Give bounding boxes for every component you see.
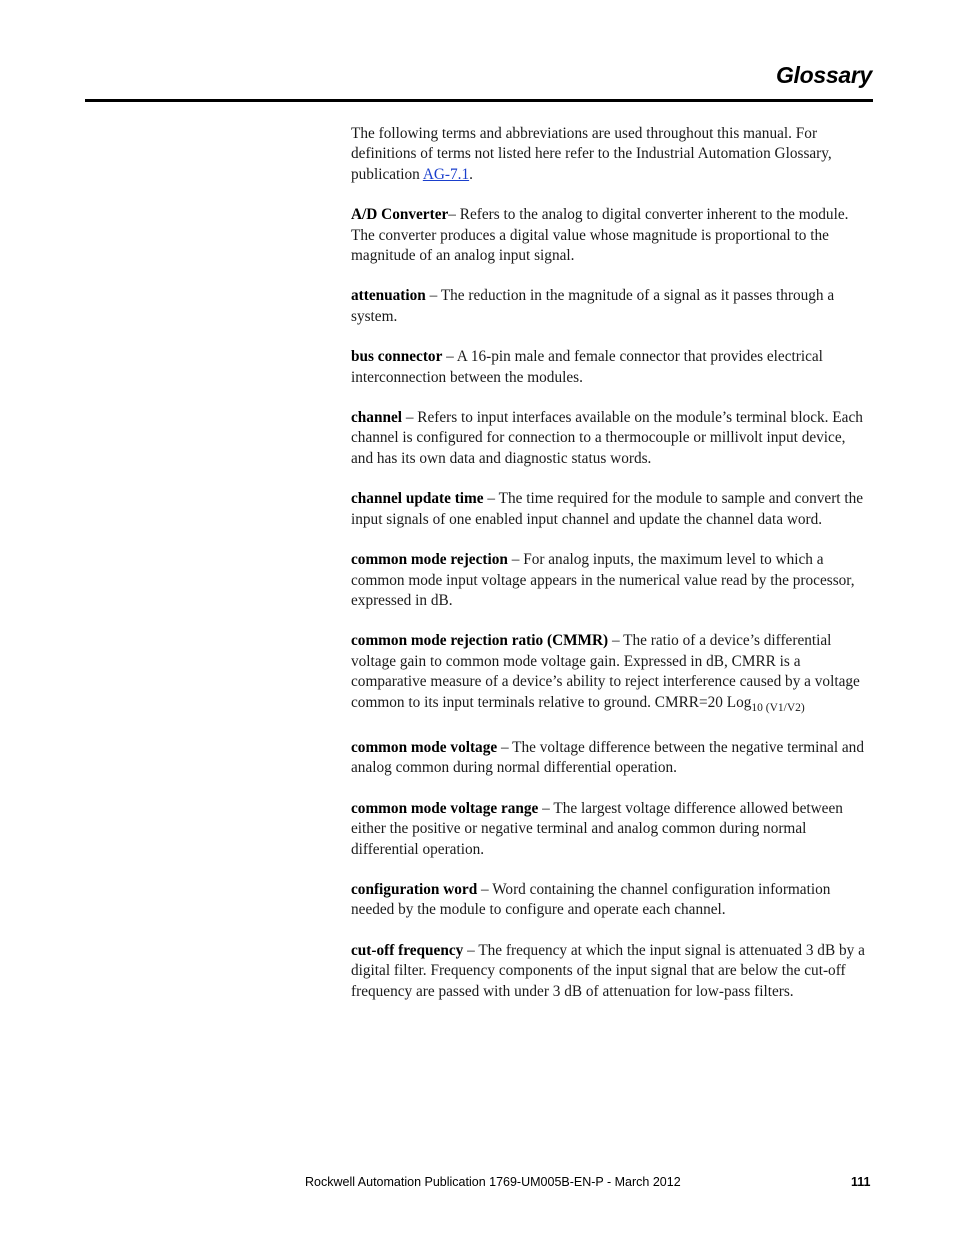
glossary-entry [351, 799, 871, 860]
glossary-term: common mode voltage range [351, 799, 539, 817]
glossary-entry [351, 738, 871, 779]
glossary-entry [351, 205, 871, 266]
glossary-definition: – The ratio of a device’s differential voltage gain to common mode voltage gain. Expressed in dB, CMRR is a comparative measure of a device’s ability to reject interference caused by a voltage common to its input terminals relative to ground. CMRR=20 Log [351, 632, 860, 711]
page-title: Glossary [775, 62, 872, 88]
glossary-definition: – The reduction in the magnitude of a signal as it passes through a system. [351, 287, 835, 325]
glossary-term: common mode rejection ratio (CMMR) [351, 632, 609, 650]
glossary-entry [351, 347, 871, 388]
glossary-entry [351, 631, 871, 718]
glossary-term: channel update time [351, 490, 484, 508]
glossary-entry [351, 286, 871, 327]
intro-text: The following terms and abbreviations are used throughout this manual. For definitions of terms not listed here refer to the Industrial Automation Glossary, publication [351, 125, 832, 183]
glossary-term: cut-off frequency [351, 941, 464, 959]
glossary-term: attenuation [351, 287, 426, 305]
glossary-term: A/D Converter [351, 206, 449, 224]
glossary-term: bus connector [351, 348, 443, 366]
footer-publication: Rockwell Automation Publication 1769-UM005B-EN-P - March 2012 [305, 1175, 681, 1189]
ag-7-1-link[interactable]: AG-7.1 [422, 165, 470, 183]
glossary-definition: – For analog inputs, the maximum level to which a common mode input voltage appears in the numerical value read by the processor, expressed in dB. [351, 551, 855, 609]
glossary-entry [351, 550, 871, 611]
glossary-definition: – The voltage difference between the negative terminal and analog common during normal differential operation. [351, 738, 864, 777]
header-rule [85, 99, 873, 102]
glossary-term: common mode rejection [351, 551, 508, 569]
glossary-term: channel [351, 409, 402, 427]
glossary-definition: – A 16-pin male and female connector that provides electrical interconnection between the modules. [351, 348, 823, 386]
cmrr-subscript: 10 (V1/V2) [751, 701, 805, 714]
glossary-entry [351, 408, 871, 469]
glossary-term: configuration word [351, 880, 478, 898]
glossary-definition: – The largest voltage difference allowed between either the positive or negative terminal and analog common during normal differential operation. [351, 799, 843, 858]
glossary-definition: – The time required for the module to sample and convert the input signals of one enabled input channel and update the channel data word. [351, 490, 864, 528]
glossary-definition: – Word containing the channel configuration information needed by the module to configure and operate each channel. [351, 880, 831, 919]
glossary-definition: – The frequency at which the input signal is attenuated 3 dB by a digital filter. Frequency components of the input signal that are below the cut-off frequency are passed with under 3 dB of attenuation for low-pass filters. [351, 941, 865, 1000]
glossary-entry [351, 880, 871, 921]
intro-end: . [469, 165, 473, 183]
glossary-content [351, 124, 871, 1022]
glossary-term: common mode voltage [351, 738, 498, 756]
glossary-definition: – Refers to the analog to digital converter inherent to the module. The converter produces a digital value whose magnitude is proportional to the magnitude of an analog input signal. [351, 206, 849, 265]
intro-paragraph [351, 124, 871, 185]
glossary-entry [351, 489, 871, 530]
page-number: 111 [851, 1175, 871, 1189]
glossary-entry [351, 941, 871, 1002]
glossary-definition: – Refers to input interfaces available on the module’s terminal block. Each channel is configured for connection to a thermocouple or millivolt input device, and has its own data and diagnostic status words. [351, 409, 863, 467]
